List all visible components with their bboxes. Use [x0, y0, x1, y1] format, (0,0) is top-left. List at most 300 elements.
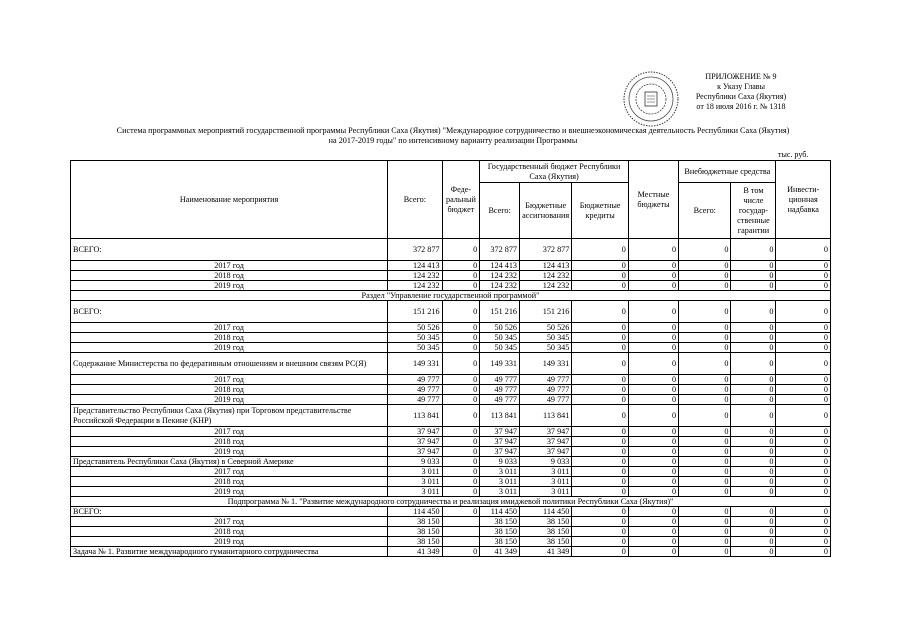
cell-value: 0 [679, 517, 731, 527]
col-header-state-group: Государственный бюджет Республики Саха (Якутия) [480, 161, 629, 183]
cell-value: 0 [776, 427, 831, 437]
cell-value: 0 [679, 385, 731, 395]
cell-value: 50 526 [388, 323, 442, 333]
table-row [71, 437, 831, 447]
cell-value: 49 777 [388, 385, 442, 395]
table-row [71, 323, 831, 333]
col-header-local: Местные бюджеты [628, 161, 678, 239]
table-row [71, 457, 831, 467]
cell-value: 149 331 [520, 353, 572, 375]
cell-value: 38 150 [520, 537, 572, 547]
cell-value: 50 345 [520, 333, 572, 343]
cell-value: 0 [572, 301, 629, 323]
cell-value: 0 [731, 301, 776, 323]
cell-value: 372 877 [520, 239, 572, 261]
col-header-invest: Инвести-ционная надбавка [776, 161, 831, 239]
row-year: 2019 год [71, 395, 388, 405]
cell-value: 0 [731, 477, 776, 487]
cell-value: 0 [572, 323, 629, 333]
cell-value: 0 [442, 437, 480, 447]
table-row [71, 261, 831, 271]
cell-value: 49 777 [480, 395, 520, 405]
cell-value: 0 [628, 385, 678, 395]
col-header-extra-group: Внебюджетные средства [679, 161, 776, 183]
cell-value: 3 011 [520, 487, 572, 497]
cell-value: 3 011 [388, 477, 442, 487]
cell-value: 37 947 [480, 437, 520, 447]
cell-value: 0 [442, 323, 480, 333]
appendix-line: от 18 июля 2016 г. № 1318 [696, 102, 786, 111]
cell-value: 0 [679, 437, 731, 447]
table-row [71, 271, 831, 281]
cell-value: 49 777 [520, 395, 572, 405]
cell-value: 37 947 [480, 427, 520, 437]
cell-value: 0 [628, 333, 678, 343]
cell-value: 0 [679, 547, 731, 557]
cell-value: 3 011 [388, 487, 442, 497]
cell-value: 0 [731, 527, 776, 537]
table-row [71, 405, 831, 427]
cell-value: 0 [679, 271, 731, 281]
cell-value: 113 841 [388, 405, 442, 427]
table-row [71, 353, 831, 375]
cell-value: 0 [679, 427, 731, 437]
cell-value: 0 [628, 239, 678, 261]
cell-value: 41 349 [520, 547, 572, 557]
col-header-total: Всего: [388, 161, 442, 239]
cell-value: 0 [572, 447, 629, 457]
cell-value: 0 [731, 271, 776, 281]
official-seal-icon [622, 70, 680, 128]
row-name: Представитель Республики Саха (Якутия) в Северной Америке [71, 457, 388, 467]
cell-value: 0 [628, 301, 678, 323]
cell-value: 3 011 [480, 467, 520, 477]
cell-value: 50 345 [520, 343, 572, 353]
cell-value: 38 150 [480, 537, 520, 547]
table-row [71, 477, 831, 487]
cell-value: 0 [679, 343, 731, 353]
row-name: ВСЕГО: [71, 507, 388, 517]
cell-value: 0 [776, 323, 831, 333]
cell-value: 0 [731, 405, 776, 427]
cell-value: 0 [679, 467, 731, 477]
table-row [71, 547, 831, 557]
row-name: Представительство Республики Саха (Якутия) при Торговом представительстве Российской Федерации в Пекине (КНР) [71, 405, 388, 427]
cell-value: 0 [628, 447, 678, 457]
row-year: 2018 год [71, 271, 388, 281]
cell-value: 0 [628, 527, 678, 537]
table-body [71, 239, 831, 557]
cell-value: 0 [731, 467, 776, 477]
cell-value: 37 947 [388, 437, 442, 447]
col-header-extra-total: Всего: [679, 183, 731, 239]
cell-value: 0 [776, 353, 831, 375]
cell-value: 0 [679, 395, 731, 405]
cell-value: 0 [572, 507, 629, 517]
cell-value: 0 [572, 427, 629, 437]
cell-value: 0 [442, 447, 480, 457]
table-row [71, 395, 831, 405]
cell-value: 0 [776, 487, 831, 497]
cell-value: 0 [628, 353, 678, 375]
cell-value: 0 [679, 323, 731, 333]
cell-value: 0 [628, 405, 678, 427]
cell-value: 0 [776, 343, 831, 353]
cell-value: 0 [731, 437, 776, 447]
cell-value: 0 [572, 281, 629, 291]
cell-value: 0 [442, 547, 480, 557]
cell-value: 41 349 [480, 547, 520, 557]
cell-value: 0 [776, 527, 831, 537]
cell-value: 0 [776, 395, 831, 405]
cell-value: 0 [572, 343, 629, 353]
cell-value: 0 [776, 477, 831, 487]
title-line: на 2017-2019 годы" по интенсивному варианту реализации Программы [328, 136, 578, 145]
cell-value: 0 [442, 271, 480, 281]
cell-value: 9 033 [520, 457, 572, 467]
cell-value: 0 [679, 477, 731, 487]
cell-value: 37 947 [520, 427, 572, 437]
cell-value: 37 947 [520, 447, 572, 457]
cell-value: 0 [628, 477, 678, 487]
cell-value: 50 345 [480, 343, 520, 353]
cell-value: 0 [776, 457, 831, 467]
cell-value: 0 [628, 323, 678, 333]
cell-value: 0 [731, 457, 776, 467]
col-header-federal: Феде-ральный бюджет [442, 161, 480, 239]
cell-value: 0 [731, 375, 776, 385]
cell-value: 0 [572, 353, 629, 375]
cell-value: 0 [572, 457, 629, 467]
cell-value: 0 [572, 405, 629, 427]
cell-value: 0 [731, 343, 776, 353]
cell-value: 0 [679, 507, 731, 517]
row-year: 2019 год [71, 447, 388, 457]
cell-value: 114 450 [388, 507, 442, 517]
cell-value: 0 [442, 343, 480, 353]
table-row [71, 427, 831, 437]
cell-value: 0 [628, 507, 678, 517]
cell-value: 49 777 [480, 375, 520, 385]
cell-value: 0 [628, 467, 678, 477]
cell-value: 37 947 [388, 447, 442, 457]
document-title [60, 126, 846, 146]
cell-value: 0 [731, 281, 776, 291]
cell-value: 124 232 [480, 271, 520, 281]
cell-value: 0 [679, 457, 731, 467]
table-row [71, 239, 831, 261]
cell-value: 0 [442, 477, 480, 487]
cell-value: 0 [679, 261, 731, 271]
cell-value: 0 [731, 537, 776, 547]
cell-value: 0 [776, 261, 831, 271]
row-year: 2017 год [71, 261, 388, 271]
cell-value: 0 [572, 487, 629, 497]
cell-value: 114 450 [480, 507, 520, 517]
cell-value: 372 877 [388, 239, 442, 261]
appendix-block [682, 72, 800, 112]
cell-value: 124 232 [388, 281, 442, 291]
cell-value: 3 011 [520, 467, 572, 477]
cell-value: 0 [731, 427, 776, 437]
row-year: 2017 год [71, 375, 388, 385]
cell-value: 0 [731, 547, 776, 557]
appendix-line: к Указу Главы [717, 82, 765, 91]
cell-value: 0 [572, 537, 629, 547]
cell-value: 0 [442, 457, 480, 467]
cell-value: 0 [776, 517, 831, 527]
row-year: 2017 год [71, 517, 388, 527]
cell-value: 0 [442, 427, 480, 437]
cell-value: 0 [679, 405, 731, 427]
cell-value: 0 [679, 239, 731, 261]
appendix-line: ПРИЛОЖЕНИЕ № 9 [705, 72, 777, 81]
cell-value: 0 [572, 261, 629, 271]
section-row [71, 291, 831, 301]
cell-value: 0 [731, 261, 776, 271]
cell-value: 0 [776, 281, 831, 291]
row-year: 2017 год [71, 427, 388, 437]
program-table [70, 160, 831, 557]
row-year: 2019 год [71, 281, 388, 291]
cell-value: 0 [442, 467, 480, 477]
cell-value: 0 [776, 375, 831, 385]
cell-value: 50 526 [520, 323, 572, 333]
row-year: 2018 год [71, 333, 388, 343]
cell-value: 151 216 [388, 301, 442, 323]
cell-value: 9 033 [480, 457, 520, 467]
cell-value: 0 [442, 385, 480, 395]
cell-value: 0 [731, 239, 776, 261]
table-row [71, 385, 831, 395]
table-row [71, 527, 831, 537]
cell-value: 372 877 [480, 239, 520, 261]
cell-value: 0 [442, 281, 480, 291]
cell-value: 0 [776, 385, 831, 395]
section-title: Раздел "Управление государственной программой" [71, 291, 831, 301]
cell-value: 0 [679, 447, 731, 457]
cell-value: 0 [442, 261, 480, 271]
cell-value: 0 [776, 437, 831, 447]
cell-value: 0 [442, 507, 480, 517]
cell-value: 0 [731, 395, 776, 405]
cell-value: 0 [731, 323, 776, 333]
cell-value: 0 [442, 487, 480, 497]
cell-value: 0 [731, 507, 776, 517]
cell-value: 41 349 [388, 547, 442, 557]
cell-value: 0 [679, 375, 731, 385]
title-line: Система программных мероприятий государственной программы Республики Саха (Якутия) "Международное сотрудничество и внешнеэкономическая деятельность Республики Саха (Якутия) [116, 126, 790, 135]
row-year: 2018 год [71, 385, 388, 395]
row-name: Содержание Министерства по федеративным отношениям и внешним связям РС(Я) [71, 353, 388, 375]
cell-value [442, 517, 480, 527]
cell-value: 0 [572, 467, 629, 477]
table-row [71, 301, 831, 323]
cell-value: 0 [572, 239, 629, 261]
appendix-line: Республики Саха (Якутия) [695, 92, 787, 101]
units-label: тыс. руб. [778, 150, 809, 159]
cell-value: 0 [679, 353, 731, 375]
row-name: ВСЕГО: [71, 239, 388, 261]
cell-value: 38 150 [520, 517, 572, 527]
cell-value: 0 [572, 517, 629, 527]
cell-value: 37 947 [520, 437, 572, 447]
section-title: Подпрограмма № 1. "Развитие международного сотрудничества и реализация имиджевой политики Республики Саха (Якутия)" [71, 497, 831, 507]
cell-value: 0 [572, 547, 629, 557]
cell-value: 0 [776, 507, 831, 517]
cell-value: 0 [572, 375, 629, 385]
cell-value: 0 [572, 271, 629, 281]
row-year: 2018 год [71, 437, 388, 447]
cell-value: 38 150 [388, 537, 442, 547]
cell-value: 124 413 [480, 261, 520, 271]
table-row [71, 333, 831, 343]
cell-value: 0 [628, 261, 678, 271]
cell-value: 0 [442, 375, 480, 385]
row-year: 2018 год [71, 477, 388, 487]
cell-value: 0 [442, 353, 480, 375]
cell-value: 124 232 [520, 281, 572, 291]
table-row [71, 343, 831, 353]
cell-value: 3 011 [388, 467, 442, 477]
cell-value: 0 [776, 333, 831, 343]
cell-value: 0 [776, 467, 831, 477]
table-row [71, 375, 831, 385]
cell-value: 0 [628, 487, 678, 497]
cell-value: 0 [572, 477, 629, 487]
cell-value: 49 777 [520, 375, 572, 385]
cell-value: 38 150 [520, 527, 572, 537]
cell-value: 124 232 [480, 281, 520, 291]
col-header-state-total: Всего: [480, 183, 520, 239]
table-row [71, 447, 831, 457]
cell-value: 0 [628, 271, 678, 281]
cell-value: 49 777 [520, 385, 572, 395]
cell-value: 0 [572, 395, 629, 405]
cell-value: 151 216 [520, 301, 572, 323]
cell-value: 38 150 [480, 517, 520, 527]
cell-value: 0 [776, 405, 831, 427]
cell-value: 0 [628, 427, 678, 437]
cell-value: 0 [628, 281, 678, 291]
cell-value: 0 [572, 385, 629, 395]
cell-value: 124 413 [388, 261, 442, 271]
row-year: 2019 год [71, 537, 388, 547]
section-row [71, 497, 831, 507]
col-header-state-assign: Бюджетные ассигнования [520, 183, 572, 239]
cell-value: 0 [572, 437, 629, 447]
cell-value: 50 345 [480, 333, 520, 343]
cell-value: 0 [442, 405, 480, 427]
cell-value: 50 526 [480, 323, 520, 333]
cell-value: 0 [628, 517, 678, 527]
cell-value: 0 [679, 281, 731, 291]
cell-value: 0 [731, 353, 776, 375]
cell-value: 124 232 [388, 271, 442, 281]
cell-value: 124 413 [520, 261, 572, 271]
col-header-name: Наименование мероприятия [71, 161, 388, 239]
row-name: ВСЕГО: [71, 301, 388, 323]
table-row [71, 507, 831, 517]
cell-value: 0 [628, 547, 678, 557]
cell-value: 0 [572, 333, 629, 343]
table-row [71, 467, 831, 477]
table-row [71, 537, 831, 547]
table-row [71, 281, 831, 291]
cell-value: 0 [731, 333, 776, 343]
cell-value: 38 150 [480, 527, 520, 537]
cell-value: 113 841 [520, 405, 572, 427]
row-year: 2019 год [71, 487, 388, 497]
cell-value: 0 [679, 487, 731, 497]
cell-value: 50 345 [388, 343, 442, 353]
cell-value: 114 450 [520, 507, 572, 517]
cell-value: 0 [776, 447, 831, 457]
col-header-state-credits: Бюджетные кредиты [572, 183, 629, 239]
cell-value: 0 [776, 271, 831, 281]
cell-value: 0 [628, 375, 678, 385]
cell-value: 0 [442, 301, 480, 323]
cell-value: 0 [731, 517, 776, 527]
cell-value: 3 011 [520, 477, 572, 487]
cell-value: 0 [731, 447, 776, 457]
row-name: Задача № 1. Развитие международного гуманитарного сотрудничества [71, 547, 388, 557]
cell-value: 38 150 [388, 527, 442, 537]
cell-value: 0 [731, 487, 776, 497]
cell-value: 151 216 [480, 301, 520, 323]
cell-value: 0 [628, 395, 678, 405]
cell-value: 37 947 [388, 427, 442, 437]
cell-value [442, 527, 480, 537]
cell-value: 38 150 [388, 517, 442, 527]
cell-value: 0 [776, 301, 831, 323]
cell-value: 113 841 [480, 405, 520, 427]
row-year: 2017 год [71, 323, 388, 333]
cell-value: 0 [442, 395, 480, 405]
cell-value: 0 [628, 437, 678, 447]
cell-value: 0 [731, 385, 776, 395]
cell-value: 0 [442, 239, 480, 261]
cell-value [442, 537, 480, 547]
cell-value: 0 [679, 537, 731, 547]
cell-value: 124 232 [520, 271, 572, 281]
row-year: 2017 год [71, 467, 388, 477]
cell-value: 149 331 [480, 353, 520, 375]
cell-value: 37 947 [480, 447, 520, 457]
cell-value: 0 [628, 343, 678, 353]
cell-value: 3 011 [480, 487, 520, 497]
table-row [71, 517, 831, 527]
cell-value: 49 777 [480, 385, 520, 395]
col-header-extra-guarantee: В том числе государ-ственные гарантии [731, 183, 776, 239]
cell-value: 3 011 [480, 477, 520, 487]
cell-value: 0 [679, 527, 731, 537]
row-year: 2019 год [71, 343, 388, 353]
cell-value: 50 345 [388, 333, 442, 343]
cell-value: 0 [628, 537, 678, 547]
table-row [71, 487, 831, 497]
cell-value: 149 331 [388, 353, 442, 375]
cell-value: 9 033 [388, 457, 442, 467]
cell-value: 0 [442, 333, 480, 343]
row-year: 2018 год [71, 527, 388, 537]
cell-value: 0 [776, 239, 831, 261]
cell-value: 0 [679, 301, 731, 323]
cell-value: 49 777 [388, 375, 442, 385]
cell-value: 49 777 [388, 395, 442, 405]
cell-value: 0 [776, 537, 831, 547]
cell-value: 0 [776, 547, 831, 557]
